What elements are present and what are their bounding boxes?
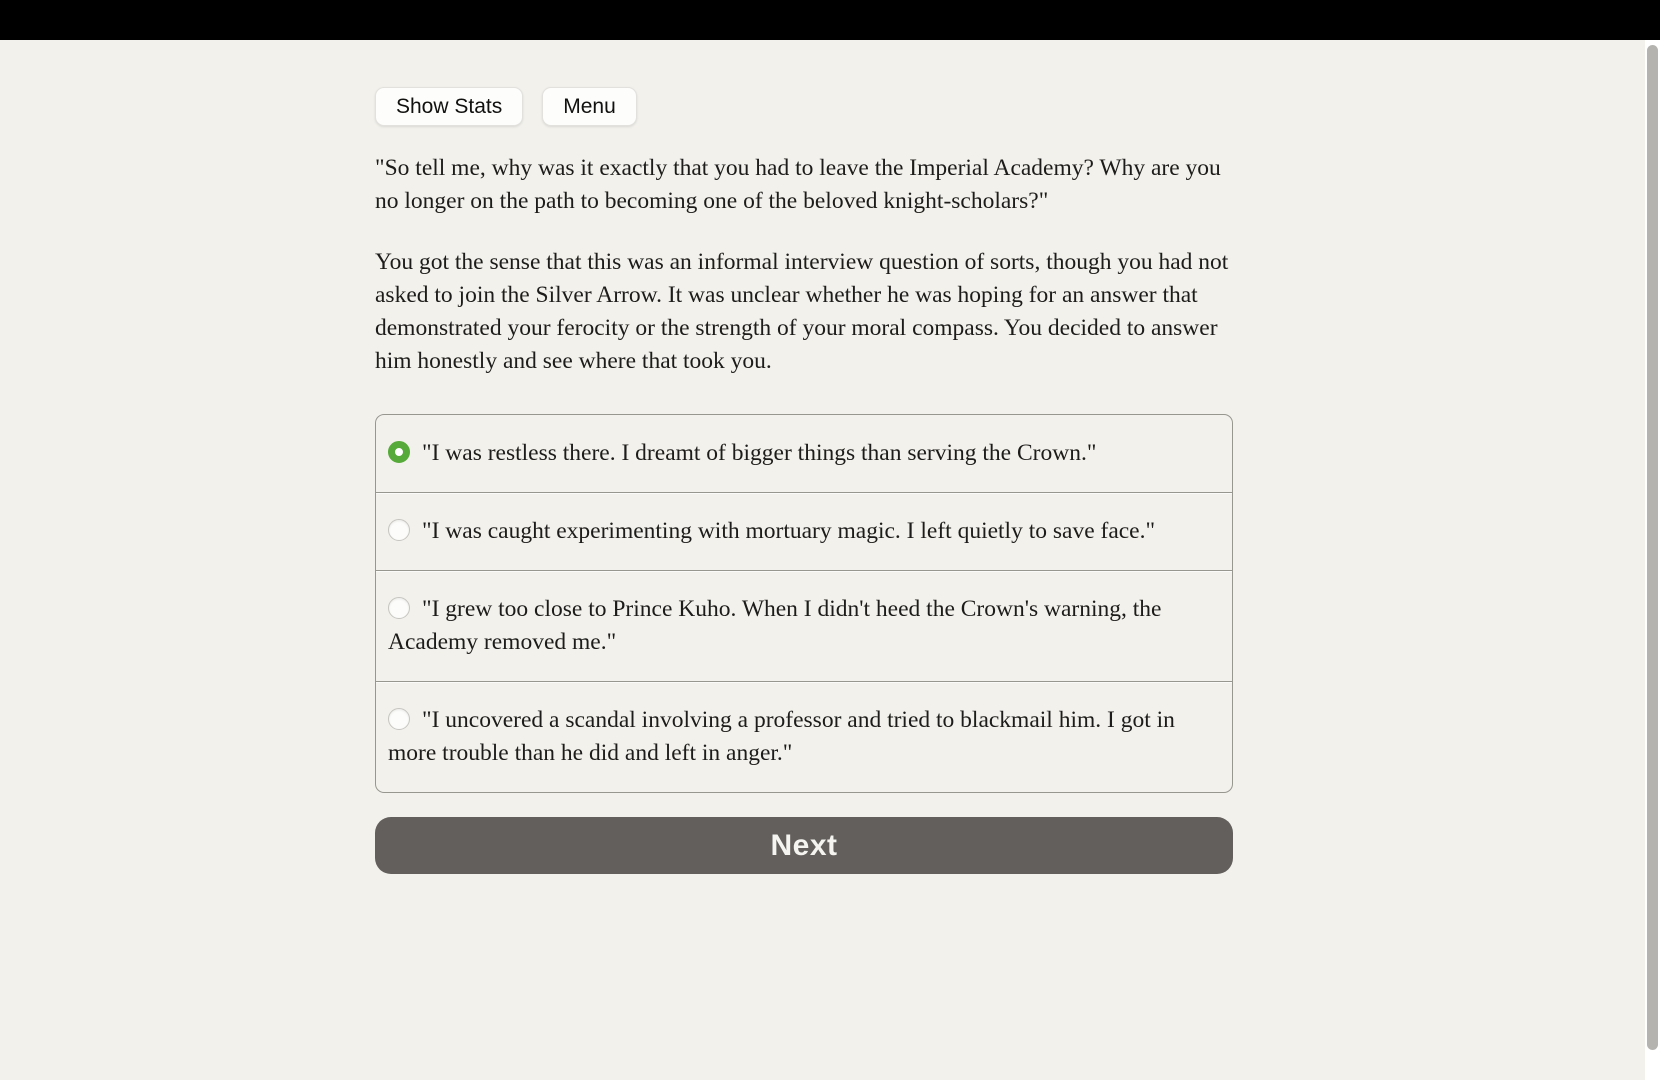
- next-button[interactable]: Next: [375, 817, 1233, 874]
- scrollbar-track[interactable]: [1645, 40, 1660, 1080]
- choice-label: "I grew too close to Prince Kuho. When I didn't heed the Crown's warning, the Academy removed me.": [388, 596, 1162, 656]
- choice-option[interactable]: [376, 492, 1232, 570]
- choice-label: "I uncovered a scandal involving a professor and tried to blackmail him. I got in more trouble than he did and left in anger.": [388, 707, 1175, 767]
- radio-button-icon[interactable]: [388, 519, 410, 541]
- choice-list: [375, 414, 1233, 793]
- menu-button[interactable]: Menu: [542, 87, 637, 126]
- choice-label: "I was restless there. I dreamt of bigger things than serving the Crown.": [422, 440, 1097, 467]
- show-stats-button[interactable]: Show Stats: [375, 87, 523, 126]
- top-black-bar: [0, 0, 1660, 40]
- toolbar: [375, 87, 1233, 126]
- story-paragraph: "So tell me, why was it exactly that you had to leave the Imperial Academy? Why are you no longer on the path to becoming one of the beloved knight-scholars?": [375, 155, 1221, 215]
- choice-option[interactable]: [376, 415, 1232, 492]
- choice-option[interactable]: [376, 681, 1232, 792]
- choice-label: "I was caught experimenting with mortuary magic. I left quietly to save face.": [422, 518, 1156, 545]
- radio-button-icon[interactable]: [388, 708, 410, 730]
- story-paragraph: You got the sense that this was an informal interview question of sorts, though you had not asked to join the Silver Arrow. It was unclear whether he was hoping for an answer that demonstrated your ferocity or the strength of your moral compass. You decided to answer him honestly and see where that took you.: [375, 249, 1229, 375]
- radio-button-icon[interactable]: [388, 441, 410, 463]
- radio-button-icon[interactable]: [388, 597, 410, 619]
- choice-option[interactable]: [376, 570, 1232, 681]
- story-content-column: [375, 40, 1233, 874]
- story-text: [375, 152, 1233, 378]
- scrollbar-thumb[interactable]: [1647, 45, 1658, 1050]
